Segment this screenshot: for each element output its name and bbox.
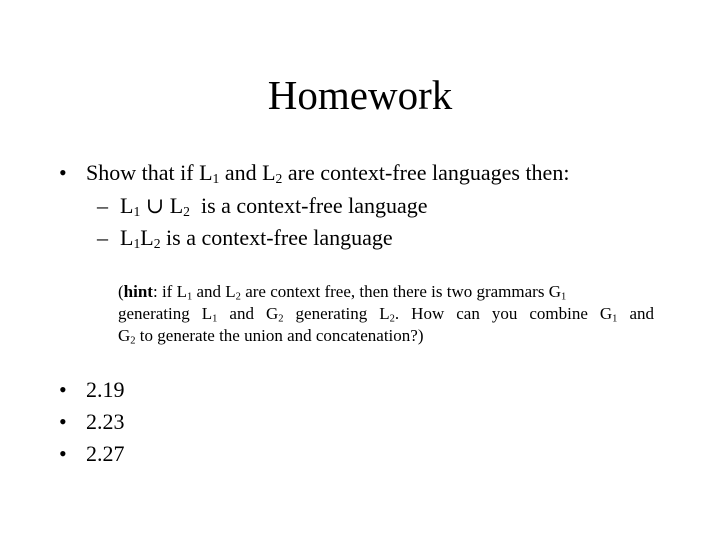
sub-item-text: $L_1L_2$ is a context-free language <box>120 225 393 251</box>
hint-paragraph <box>118 281 678 347</box>
hint-line-2: generating $L_1$ and $G_2$ generating $L_2$. How can you combine $G_1$ and <box>118 304 654 325</box>
bullet-icon: • <box>59 377 67 402</box>
dash-icon: – <box>97 225 108 250</box>
sub-item-text: $L_1$ ∪ $L_2$ is a context-free language <box>120 193 428 219</box>
union-symbol: ∪ <box>145 193 165 218</box>
exercise-number: 2.27 <box>86 441 125 466</box>
bullet-icon: • <box>59 409 67 434</box>
hint-line-3: $G_2$ to generate the union and concatenation?) <box>118 326 424 347</box>
hint-line-1: (hint: if $L_1$ and $L_2$ are context free, then there is two grammars $G_1$ <box>118 282 567 303</box>
slide-title: Homework <box>267 72 453 118</box>
exercise-number: 2.19 <box>86 377 125 402</box>
dash-icon: – <box>97 193 108 218</box>
exercise-number: 2.23 <box>86 409 125 434</box>
bullet-icon: • <box>59 441 67 466</box>
bullet-text: Show that if $L_1$ and $L_2$ are context-free languages then: <box>86 160 570 186</box>
bullet-icon: • <box>59 160 67 185</box>
